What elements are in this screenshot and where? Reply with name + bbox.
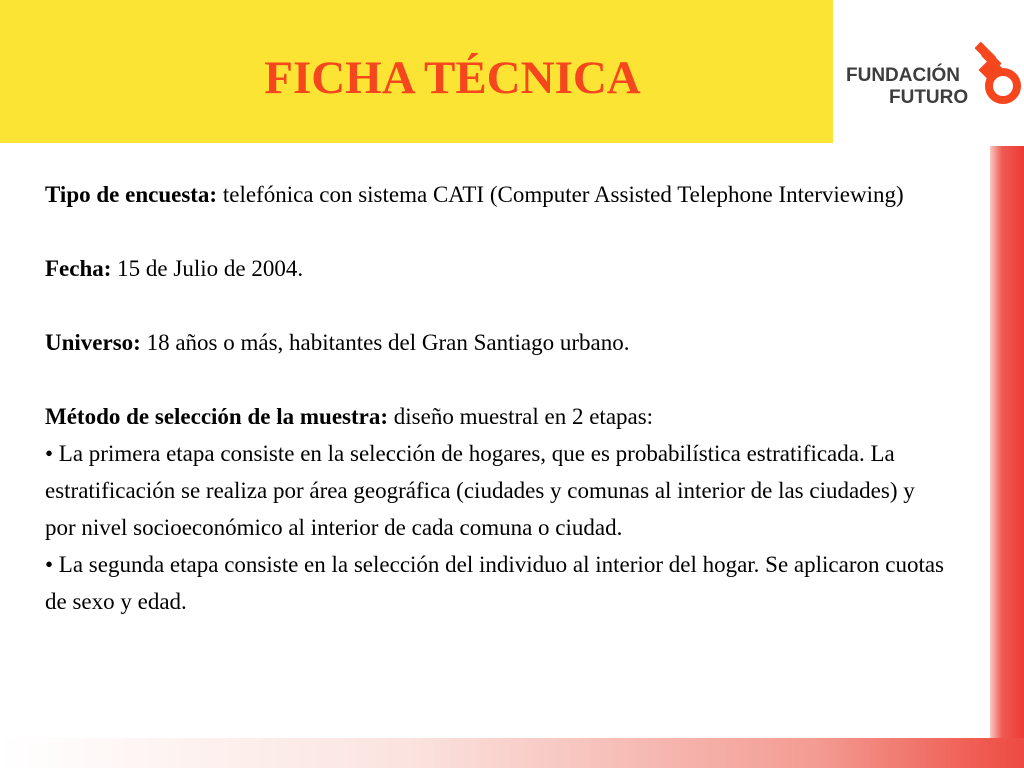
side-accent-bar — [990, 146, 1024, 738]
metodo-bullet-2: • La segunda etapa consiste en la selección del individuo al interior del hogar. Se aplicaron cuotas de sexo y edad. — [45, 552, 944, 614]
tipo-label: Tipo de encuesta: — [45, 182, 218, 207]
metodo-paragraph — [45, 398, 945, 435]
universo-text: 18 años o más, habitantes del Gran Santiago urbano. — [140, 330, 630, 355]
logo-line2: FUTURO — [889, 87, 969, 108]
bottom-accent-bar — [0, 738, 1024, 768]
slide-body — [45, 176, 945, 620]
tipo-paragraph — [45, 176, 945, 213]
universo-label: Universo: — [45, 330, 141, 355]
tipo-text: telefónica con sistema CATI (Computer Assisted Telephone Interviewing) — [217, 182, 904, 207]
universo-paragraph — [45, 324, 945, 361]
key-icon — [975, 36, 1021, 108]
fecha-text: 15 de Julio de 2004. — [111, 256, 304, 281]
fecha-label: Fecha: — [45, 256, 112, 281]
metodo-text: diseño muestral en 2 etapas: — [388, 404, 654, 429]
fundacion-futuro-logo — [843, 36, 1024, 110]
slide-title: FICHA TÉCNICA — [264, 52, 641, 104]
metodo-label: Método de selección de la muestra: — [45, 404, 389, 429]
fecha-paragraph — [45, 250, 945, 287]
metodo-bullet-1: • La primera etapa consiste en la selección de hogares, que es probabilística estratificada. La estratificación se realiza por área geográfica (ciudades y comunas al interior de las ciudades) y por nivel socioeconómico al interior de cada comuna o ciudad. — [45, 441, 915, 540]
logo-line1: FUNDACIÓN — [846, 65, 960, 86]
